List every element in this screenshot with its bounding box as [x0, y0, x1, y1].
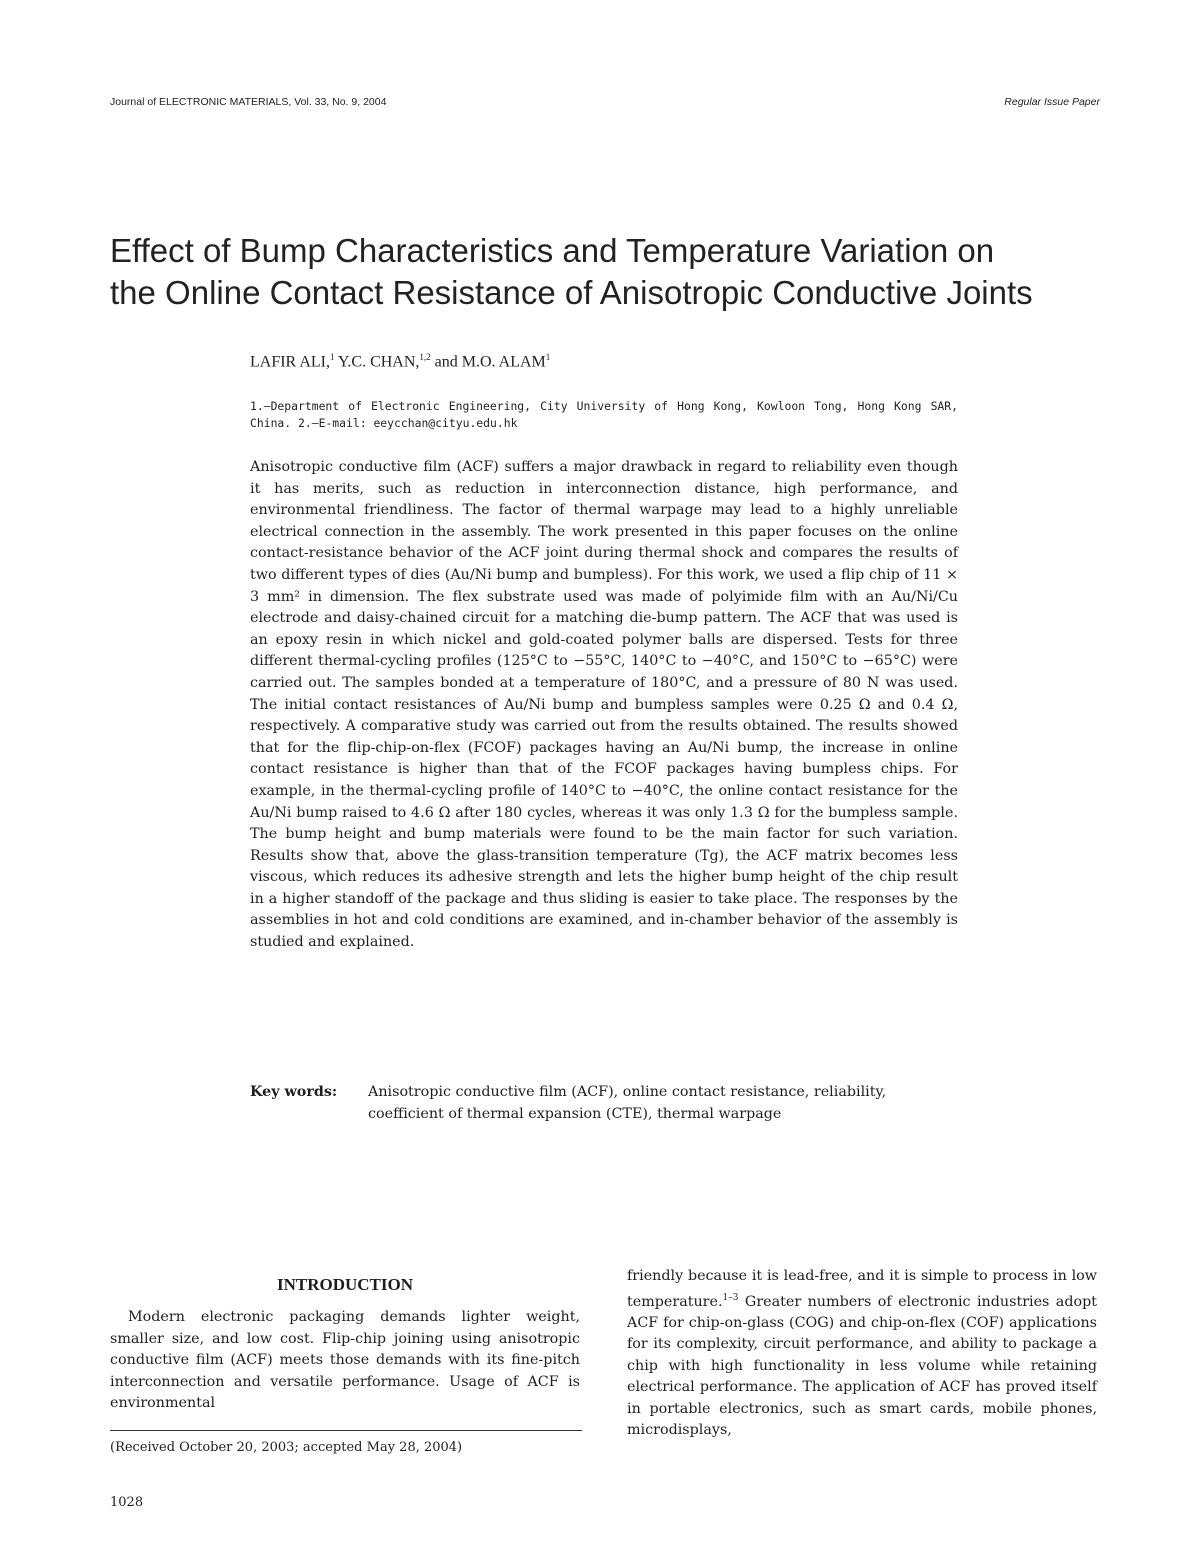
author-list: [250, 352, 550, 371]
paper-title: [110, 230, 1110, 314]
issue-type-label: Regular Issue Paper: [1004, 96, 1100, 108]
affiliation: 1.—Department of Electronic Engineering, City University of Hong Kong, Kowloon Tong, Hong Kong SAR, China. 2.—E-mail: eeycchan@cityu.edu.hk: [250, 399, 958, 430]
author-1-affil: 1: [330, 352, 335, 362]
keywords-text: Anisotropic conductive film (ACF), online contact resistance, reliability, coefficient of thermal expansion (CTE), thermal warpage: [368, 1084, 887, 1122]
introduction-heading: INTRODUCTION: [276, 1275, 414, 1294]
author-3: and M.O. ALAM: [430, 353, 546, 371]
intro-right-text-a: friendly because it is lead-free, and it is simple to process in low temperature.: [627, 1268, 1097, 1310]
title-line-1: Effect of Bump Characteristics and Temperature Variation on: [110, 232, 995, 269]
author-3-affil: 1: [545, 352, 551, 362]
title-line-2: the Online Contact Resistance of Anisotropic Conductive Joints: [110, 274, 1033, 311]
author-2-affil: 1,2: [419, 352, 431, 362]
abstract: Anisotropic conductive film (ACF) suffers a major drawback in regard to reliability even though it has merits, such as reduction in interconnection distance, high performance, and environmental friendliness. The factor of thermal warpage may lead to a highly unreliable electrical connection in the assembly. The work presented in this paper focuses on the online contact-resistance behavior of the ACF joint during thermal shock and compares the results of two different types of dies (Au/Ni bump and bumpless). For this work, we used a flip chip of 11 × 3 mm² in dimension. The flex substrate used was made of polyimide film with an Au/Ni/Cu electrode and daisy-chained circuit for a matching die-bump pattern. The ACF that was used is an epoxy resin in which nickel and gold-coated polymer balls are dispersed. Tests for three different thermal-cycling profiles (125°C to −55°C, 140°C to −40°C, and 150°C to −65°C) were carried out. The samples bonded at a temperature of 180°C, and a pressure of 80 N was used. The initial contact resistances of Au/Ni bump and bumpless samples were 0.25 Ω and 0.4 Ω, respectively. A comparative study was carried out from the results obtained. The results showed that for the flip-chip-on-flex (FCOF) packages having an Au/Ni bump, the increase in online contact resistance is higher than that of the FCOF packages having bumpless chips. For example, in the thermal-cycling profile of 140°C to −40°C, the online contact resistance for the Au/Ni bump raised to 4.6 Ω after 180 cycles, whereas it was only 1.3 Ω for the bumpless sample. The bump height and bump materials were found to be the main factor for such variation. Results show that, above the glass-transition temperature (Tg), the ACF matrix becomes less viscous, which reduces its adhesive strength and lets the higher bump height of the chip result in a higher standoff of the package and thus sliding is easier to take place. The responses by the assemblies in hot and cold conditions are examined, and in-chamber behavior of the assembly is studied and explained.: [250, 459, 958, 951]
introduction-right-column: [627, 1266, 1097, 1442]
author-2: Y.C. CHAN,: [334, 353, 420, 371]
author-1: LAFIR ALI,: [250, 353, 330, 371]
citation-ref: 1–3: [722, 1292, 739, 1303]
page-number: 1028: [110, 1495, 144, 1510]
received-footnote: (Received October 20, 2003; accepted May 28, 2004): [110, 1440, 463, 1455]
intro-right-text-b: Greater numbers of electronic industries adopt ACF for chip-on-glass (COG) and chip-on-flex (COF) applications for its complexity, circuit performance, and ability to package a chip with high functionality in less volume while retaining electrical performance. The application of ACF has proved itself in portable electronics, such as smart cards, mobile phones, microdisplays,: [627, 1293, 1097, 1439]
footnote-divider: [110, 1430, 582, 1431]
introduction-left-column: Modern electronic packaging demands lighter weight, smaller size, and low cost. Flip-chip joining using anisotropic conductive film (ACF) meets those demands with its fine-pitch interconnection and versatile performance. Usage of ACF is environmental: [110, 1309, 580, 1411]
keywords-label: Key words:: [250, 1084, 338, 1100]
journal-header: Journal of ELECTRONIC MATERIALS, Vol. 33, No. 9, 2004: [110, 96, 387, 108]
